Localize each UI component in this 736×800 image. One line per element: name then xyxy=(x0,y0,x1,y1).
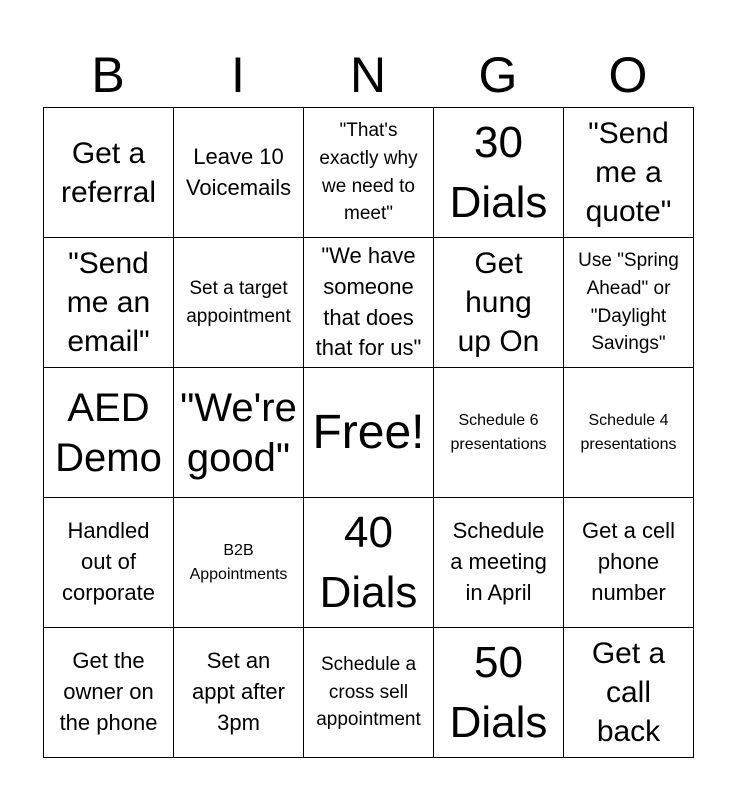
bingo-cell[interactable] xyxy=(44,498,174,628)
bingo-cell[interactable] xyxy=(174,108,304,238)
cell-text: "Send me an email" xyxy=(66,247,151,358)
bingo-cell[interactable] xyxy=(44,108,174,238)
header-letter-g: G xyxy=(478,47,518,103)
bingo-cell[interactable] xyxy=(564,238,694,368)
bingo-cell[interactable] xyxy=(304,628,434,758)
bingo-cell[interactable] xyxy=(44,628,174,758)
cell-text: Get a cell phone number xyxy=(582,518,675,605)
bingo-cell[interactable] xyxy=(434,628,564,758)
bingo-cell[interactable] xyxy=(434,368,564,498)
bingo-cell[interactable] xyxy=(304,498,434,628)
bingo-cell[interactable] xyxy=(44,238,174,368)
cell-text: 50 Dials xyxy=(449,638,548,747)
bingo-cell[interactable] xyxy=(304,238,434,368)
bingo-grid xyxy=(43,107,694,758)
bingo-cell[interactable] xyxy=(434,238,564,368)
bingo-cell[interactable] xyxy=(434,498,564,628)
cell-text: Leave 10 Voicemails xyxy=(185,143,292,200)
bingo-cell[interactable] xyxy=(564,628,694,758)
bingo-cell[interactable] xyxy=(564,368,694,498)
cell-text: Get a call back xyxy=(591,637,666,748)
header-letter-n: N xyxy=(349,47,387,103)
bingo-header xyxy=(43,40,693,108)
cell-text: Set a target appointment xyxy=(186,277,291,327)
header-letter-i: I xyxy=(231,47,245,103)
cell-text: Schedule 4 presentations xyxy=(580,412,677,453)
cell-text: "That's exactly why we need to meet" xyxy=(319,120,418,225)
bingo-cell[interactable] xyxy=(174,368,304,498)
cell-text: Get a referral xyxy=(60,136,157,209)
cell-text: B2B Appointments xyxy=(189,542,288,583)
bingo-cell[interactable] xyxy=(174,238,304,368)
cell-text: "We're good" xyxy=(180,385,297,480)
free-space-text: Free! xyxy=(312,405,425,459)
bingo-cell[interactable] xyxy=(564,498,694,628)
cell-text: Get the owner on the phone xyxy=(59,648,158,735)
header-letter-b: B xyxy=(91,47,125,103)
cell-text: Schedule a meeting in April xyxy=(450,518,547,605)
bingo-cell[interactable] xyxy=(564,108,694,238)
cell-text: 40 Dials xyxy=(319,508,418,617)
bingo-cell[interactable] xyxy=(174,498,304,628)
cell-text: "We have someone that does that for us" xyxy=(315,242,422,361)
bingo-cell[interactable] xyxy=(304,108,434,238)
cell-text: Get hung up On xyxy=(457,247,540,358)
cell-text: Handled out of corporate xyxy=(62,518,155,605)
cell-text: 30 Dials xyxy=(449,118,548,227)
cell-text: Schedule 6 presentations xyxy=(450,412,547,453)
free-space[interactable] xyxy=(304,368,434,498)
cell-text: Use "Spring Ahead" or "Daylight Savings" xyxy=(578,250,679,355)
cell-text: Set an appt after 3pm xyxy=(192,648,285,735)
cell-text: "Send me a quote" xyxy=(585,117,672,228)
cell-text: Schedule a cross sell appointment xyxy=(316,654,421,731)
bingo-cell[interactable] xyxy=(174,628,304,758)
cell-text: AED Demo xyxy=(55,385,162,480)
header-letter-o: O xyxy=(608,47,648,103)
bingo-cell[interactable] xyxy=(44,368,174,498)
bingo-cell[interactable] xyxy=(434,108,564,238)
